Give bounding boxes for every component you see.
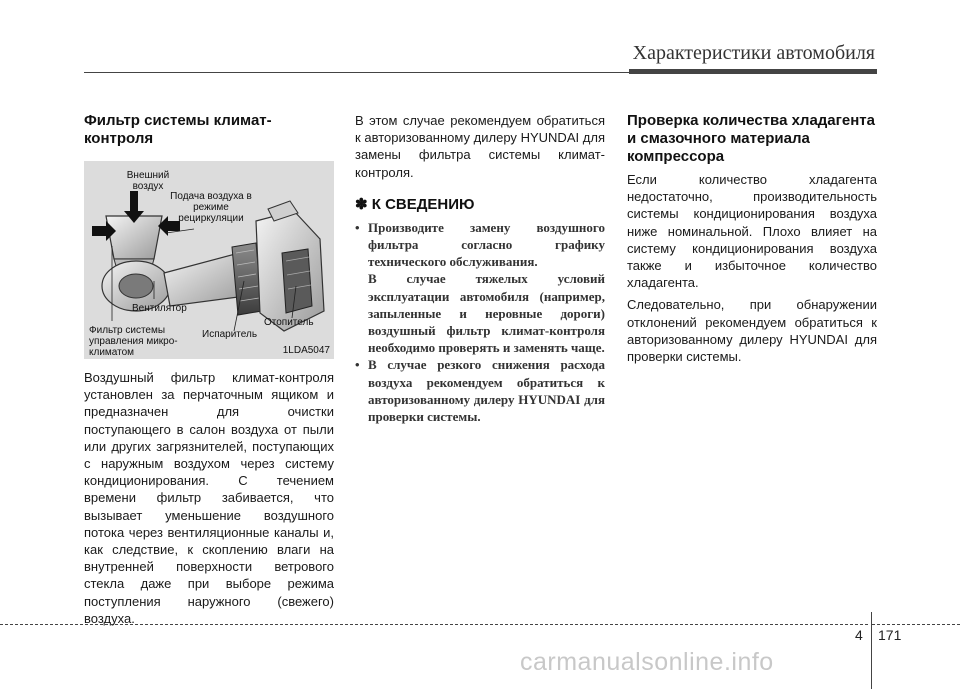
running-header: Характеристики автомобиля: [632, 42, 875, 64]
bullet-text: В случае резкого снижения расхода воздуха рекомендуем обратиться к авторизованному дилеру HYUNDAI для проверки системы.: [368, 357, 605, 425]
refrigerant-paragraph-2: Следовательно, при обнаружении отклонений рекомендуем обратиться к авторизованному дилеру HYUNDAI для проверки системы.: [627, 297, 877, 365]
notice-list: [355, 219, 605, 425]
left-column: [84, 112, 334, 627]
dealer-paragraph: В этом случае рекомендуем обратиться к авторизованному дилеру HYUNDAI для замены фильтра системы климат-контроля.: [355, 113, 605, 180]
header-rule: [84, 72, 629, 73]
label-recirculation: Подача воздуха в режиме рециркуляции: [170, 191, 252, 224]
page-number: 171: [878, 627, 902, 643]
bullet-text-continued: В случае тяжелых условий эксплуатации автомобиля (например, запыленные и неровные дороги) воздушный фильтр климат-контроля необходимо проверять и заменять чаще.: [368, 271, 605, 356]
section-heading-refrigerant: Проверка количества хладагента и смазочного материала компрессора: [627, 112, 875, 165]
refrigerant-paragraph-1: Если количество хладагента недостаточно, производительность системы кондиционирования воздуха ниже номинальной. Плохо влияет на систему кондиционирования воздуха также и избыточное количество хладагента.: [627, 172, 877, 291]
notice-heading: [355, 195, 605, 213]
footer-rule-right: [872, 624, 960, 625]
climate-filter-diagram: [84, 161, 334, 359]
section-number: 4: [855, 627, 863, 643]
label-filter: Фильтр системы управления микро-климатом: [89, 325, 178, 358]
list-item: [355, 356, 605, 425]
header-rule-thick: [629, 69, 877, 74]
list-item: [355, 219, 605, 357]
footer-divider: [871, 612, 872, 689]
notice-icon: ✽: [355, 195, 368, 213]
right-column: [627, 112, 877, 365]
filter-paragraph: Воздушный фильтр климат-контроля установлен за перчаточным ящиком и предназначен для очистки поступающего в салон воздуха от пыли или других загрязнителей, поступающих с наружным воздухом через систему кондиционирования. С течением времени фильтр забивается, что вызывает уменьшение воздушного потока через вентиляционные каналы и, как следствие, к скоплению влаги на внутренней поверхности ветрового стекла даже при выборе режима поступления наружного (свежего) воздуха.: [84, 370, 334, 626]
figure-code: 1LDA5047: [282, 345, 330, 356]
label-outside-air: Внешний воздух: [126, 170, 170, 192]
notice-heading-text: К СВЕДЕНИЮ: [371, 195, 475, 213]
section-heading-filter: Фильтр системы климат-контроля: [84, 112, 272, 147]
bullet-mark: •: [355, 219, 360, 235]
footer-rule: [0, 624, 868, 625]
label-fan: Вентилятор: [132, 303, 187, 314]
bullet-text: Производите замену воздушного фильтра согласно графику технического обслуживания.: [368, 219, 605, 270]
label-evaporator: Испаритель: [202, 329, 258, 340]
watermark: carmanualsonline.info: [520, 648, 774, 676]
label-heater: Отопитель: [264, 317, 314, 328]
middle-column: [355, 112, 605, 425]
bullet-mark: •: [355, 357, 360, 373]
